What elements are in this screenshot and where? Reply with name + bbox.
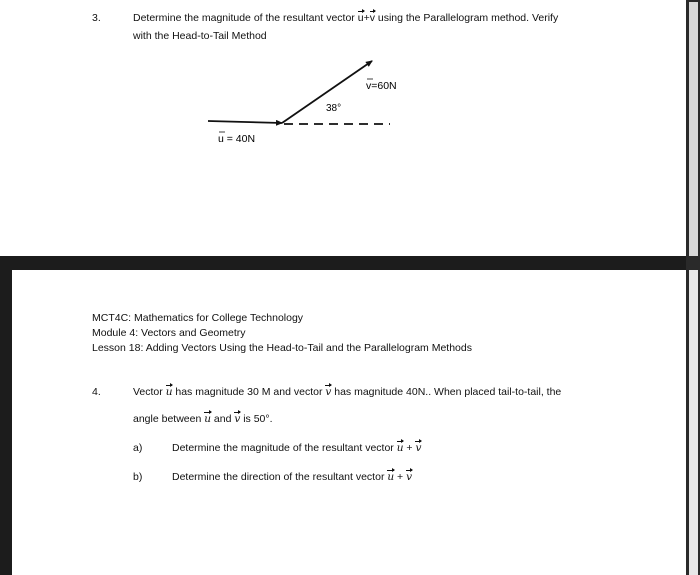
worksheet-page-2: [12, 270, 686, 575]
problem-4-line-2: [133, 413, 273, 426]
part-b-text: [172, 471, 412, 484]
part-b-question: Determine the direction of the resultant vector: [172, 471, 388, 483]
vector-u-symbol: u: [357, 12, 364, 24]
vector-v-symbol: v: [325, 386, 332, 398]
vector-u-symbol: u: [396, 442, 404, 454]
and-word: and: [211, 413, 235, 425]
problem-3-text-b: using the Parallelogram method. Verify: [374, 12, 559, 24]
problem-4-number: 4.: [92, 386, 101, 398]
vector-v-symbol: v: [415, 442, 422, 454]
vector-u-arrow: [208, 121, 282, 123]
vector-u-symbol: u: [387, 471, 395, 483]
module-title: Module 4: Vectors and Geometry: [92, 327, 246, 339]
vector-u-symbol: u: [204, 413, 211, 425]
course-title: MCT4C: Mathematics for College Technology: [92, 312, 304, 324]
scrollbar-track-top[interactable]: [689, 2, 698, 256]
plus-sign: +: [363, 12, 370, 24]
problem-3-text-a: Determine the magnitude of the resultant vector: [133, 12, 358, 24]
scrollbar-track-bottom[interactable]: [689, 270, 698, 575]
problem-3-line-2: with the Head-to-Tail Method: [133, 30, 267, 42]
problem-3-number: 3.: [92, 12, 101, 24]
part-a-question: Determine the magnitude of the resultant vector: [172, 442, 397, 454]
part-a-text: [172, 442, 421, 455]
problem-4-line-1: [133, 386, 561, 399]
vector-v-symbol: v: [234, 413, 241, 425]
problem-4-text-a: Vector: [133, 386, 166, 398]
angle-label: 38°: [326, 103, 342, 114]
vector-v-label: v=60N: [366, 80, 397, 92]
plus-sign: +: [403, 442, 416, 454]
problem-4-text-c: has magnitude 40N.. When placed tail-to-tail, the: [331, 386, 562, 398]
vector-diagram: [0, 0, 686, 256]
vector-u-symbol: u: [165, 386, 173, 398]
vector-v-symbol: v: [406, 471, 413, 483]
vector-v-symbol: v: [369, 12, 375, 24]
vector-u-label: u = 40N: [218, 133, 256, 145]
part-a-label: a): [133, 442, 143, 454]
lesson-title: Lesson 18: Adding Vectors Using the Head-to-Tail and the Parallelogram Methods: [92, 342, 472, 354]
worksheet-page-1: [0, 0, 686, 256]
part-b-label: b): [133, 471, 143, 483]
plus-sign: +: [394, 471, 407, 483]
problem-4-line-2-a: angle between: [133, 413, 205, 425]
problem-4-line-2-b: is 50°.: [240, 413, 273, 425]
problem-4-text-b: has magnitude 30 M and vector: [172, 386, 326, 398]
